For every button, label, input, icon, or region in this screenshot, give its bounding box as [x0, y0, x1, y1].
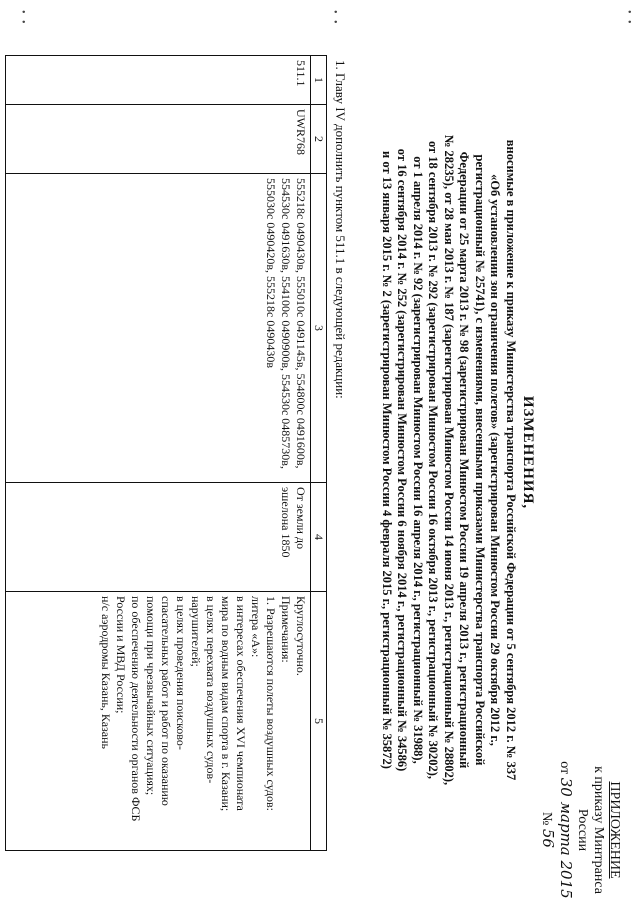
- coord-line: 555218с 0490430в, 555010с 0491145в, 554800с 0491600в,: [294, 178, 308, 469]
- appendix-block: [538, 760, 622, 900]
- cell-remarks: [6, 592, 311, 851]
- col-header: 5: [311, 592, 327, 851]
- date-prefix: от: [557, 761, 572, 775]
- intro-line: «Об установлении зон ограничения полетов» (зарегистрирован Минюстом России 29 октября 2012 г.,: [488, 174, 503, 746]
- altitude-line: От земли до: [294, 487, 308, 550]
- remark-line: мира по водным видам спорта в г. Казани;: [219, 596, 233, 812]
- col-header: 1: [311, 56, 327, 105]
- intro-line: от 1 апреля 2014 г. № 92 (зарегистрирован Минюстом России 16 апреля 2014 г., регистрационный № 31988),: [411, 156, 425, 764]
- corner-mark: • •: [623, 10, 634, 26]
- cell-altitude: [6, 483, 311, 592]
- table-row: [6, 56, 311, 851]
- cell-number: 511.1: [6, 56, 311, 105]
- appendix-title: ПРИЛОЖЕНИЕ: [607, 781, 622, 879]
- remark-line: нарушителей;: [189, 596, 203, 667]
- appendix-date-line: [538, 760, 574, 900]
- number-prefix: №: [539, 812, 554, 826]
- coord-line: 554530с 0491630в, 554100с 0490900в, 554530с 0485730в,: [279, 178, 293, 469]
- remark-line: литера «А»:: [249, 596, 263, 658]
- coord-line: 555030с 0490420в, 555218с 0490430в: [264, 178, 278, 368]
- cell-coordinates: [6, 174, 311, 483]
- remark-line: 1. Разрешаются полеты воздушных судов:: [264, 596, 278, 812]
- intro-line: от 18 сентября 2013 г. № 292 (зарегистрирован Минюстом России 16 октября 2013 г., регистрационный № 30202),: [426, 140, 441, 780]
- date-handwritten: 30 марта 2015: [557, 777, 575, 899]
- remark-line: в интересах обеспечения XVI чемпионата: [234, 596, 248, 811]
- remark-line: помощи при чрезвычайных ситуациях;: [144, 596, 158, 796]
- intro-line: регистрационный № 25741), с изменениями, внесенными приказами Министерства транспорта Российской: [473, 154, 487, 766]
- document-intro: [379, 30, 519, 890]
- col-header: 4: [311, 483, 327, 592]
- item-text: 1. Главу IV дополнить пунктом 511.1 в следующей редакции:: [333, 60, 348, 399]
- intro-line: № 28235), от 28 мая 2013 г. № 187 (зарегистрирован Минюстом России 14 июня 2013 г., регистрационный № 28802),: [442, 134, 456, 786]
- remark-line: спасательных работ и работ по оказанию: [159, 596, 173, 806]
- intro-line: от 16 сентября 2014 г. № 252 (зарегистрирован Минюстом России 6 ноября 2014 г., регистрационный № 34586): [395, 148, 410, 772]
- intro-line: и от 13 января 2015 г. № 2 (зарегистрирован Минюстом России 4 февраля 2015 г., регистрационный № 35872): [380, 151, 394, 769]
- corner-mark: • •: [17, 10, 28, 26]
- remark-line: Круглосуточно.: [294, 596, 308, 676]
- document-title: ИЗМЕНЕНИЯ,: [520, 395, 536, 510]
- remark-line: по обеспечению деятельности органов ФСБ: [129, 596, 143, 822]
- altitude-line: эшелона 1850: [279, 487, 293, 558]
- appendix-order-line: к приказу Минтранса России: [575, 766, 606, 894]
- corner-mark: • •: [329, 10, 340, 26]
- table-header-row: [311, 56, 327, 851]
- remark-line: н/с аэродромы Казань, Казань: [99, 596, 113, 750]
- col-header: 3: [311, 174, 327, 483]
- remark-line: в целях проведения поисково-: [174, 596, 188, 750]
- col-header: 2: [311, 105, 327, 174]
- intro-line: Федерации от 25 марта 2013 г. № 98 (зарегистрирован Минюстом России 19 апреля 2013 г., регистрационный: [457, 151, 472, 769]
- remark-line: России и МВД России;: [114, 596, 128, 714]
- cell-code: UWR768: [6, 105, 311, 174]
- remark-line: в целях перехвата воздушных судов-: [204, 596, 218, 784]
- number-handwritten: 56: [539, 828, 557, 848]
- remark-line: Примечания:: [279, 596, 293, 663]
- zone-table: [5, 55, 327, 851]
- intro-line: вносимые в приложение к приказу Министерства транспорта Российской Федерации от 5 сентября 2012 г. № 337: [504, 139, 518, 781]
